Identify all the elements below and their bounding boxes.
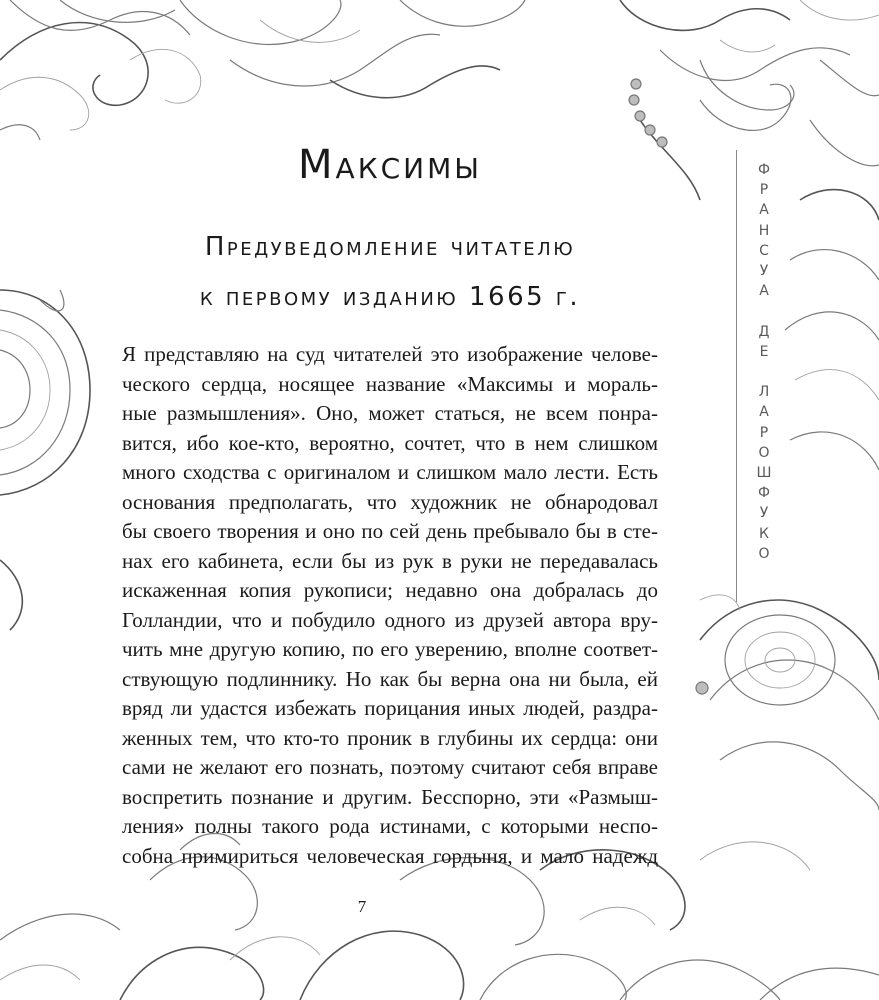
side-author-letter	[750, 362, 778, 382]
body-line: Голландии, что и побудило одного из друзей автора вру-	[122, 607, 658, 632]
side-author-letter: Е	[759, 343, 769, 360]
side-author-letter: У	[759, 505, 769, 522]
side-author-name	[750, 160, 778, 564]
subtitle-line-1: Предуведомление читателю	[204, 232, 576, 262]
side-author-letter: Ф	[757, 485, 771, 502]
side-author-letter: Ф	[757, 162, 771, 178]
body-line: воспретить познание и другим. Бесспорно, эти «Размыш-	[122, 784, 658, 809]
body-line: вится, ибо кое-кто, вероятно, сочтет, что в нем слишком	[122, 430, 658, 455]
body-line: ные размышления». Оно, может статься, не всем понра-	[122, 401, 658, 425]
body-line: женных тем, что кто-то проник в глубины их сердца: они	[122, 725, 658, 750]
side-author-letter: К	[759, 525, 769, 542]
body-line: нах его кабинета, если бы из рук в руки не передавалась	[122, 548, 658, 573]
body-line: ческого сердца, носящее название «Максимы и мораль-	[122, 371, 658, 396]
page-number: 7	[357, 897, 367, 916]
side-author-letter: О	[758, 545, 770, 562]
body-line: основания предполагать, что художник не обнародовал	[122, 489, 658, 514]
side-author-letter: Р	[759, 424, 769, 441]
page-title: Максимы	[298, 142, 482, 188]
body-line: собна примириться человеческая гордыня, и мало надежд	[122, 843, 658, 868]
body-line: много сходства с оригиналом и слишком мало лести. Есть	[122, 460, 658, 484]
side-author-letter: Н	[758, 222, 770, 239]
body-line: Я представляю на суд читателей это изображение челове-	[122, 342, 658, 366]
side-author-letter	[750, 301, 778, 321]
side-author-letter: А	[759, 283, 769, 300]
body-line: ления» полны такого рода истинами, с которыми неспо-	[122, 814, 658, 838]
side-author-letter: Р	[759, 182, 769, 199]
side-author-letter: А	[759, 202, 769, 219]
side-author-letter: Д	[758, 323, 770, 340]
side-author-letter: Ш	[756, 465, 772, 482]
subtitle-line-2: к первому изданию 1665 г.	[199, 282, 581, 312]
side-author-letter: О	[758, 444, 770, 461]
ornament-right-side	[696, 190, 879, 810]
ornament-left-side	[0, 290, 90, 630]
body-paragraph	[122, 340, 658, 871]
body-line: вряд ли удастся избежать порицания иных людей, раздра-	[122, 696, 658, 720]
side-author-letter: Л	[758, 384, 770, 401]
side-author-letter: У	[759, 263, 769, 280]
side-author-vertical-letters	[750, 160, 778, 564]
side-divider-line	[736, 150, 737, 602]
ornament-top-left	[0, 0, 525, 140]
body-line: сами не желают его познать, поэтому считают себя вправе	[122, 755, 658, 779]
body-line: искаженная копия рукописи; недавно она добралась до	[122, 578, 658, 602]
body-line: ствующую подлиннику. Но как бы верна она ни была, ей	[122, 666, 658, 691]
side-author-letter: А	[759, 404, 769, 421]
body-line: бы своего творения и оно по сей день пребывало бы в сте-	[122, 519, 658, 543]
side-author-letter: С	[759, 242, 769, 259]
body-line: чить мне другую копию, по его уверению, вполне соответ-	[122, 637, 658, 661]
